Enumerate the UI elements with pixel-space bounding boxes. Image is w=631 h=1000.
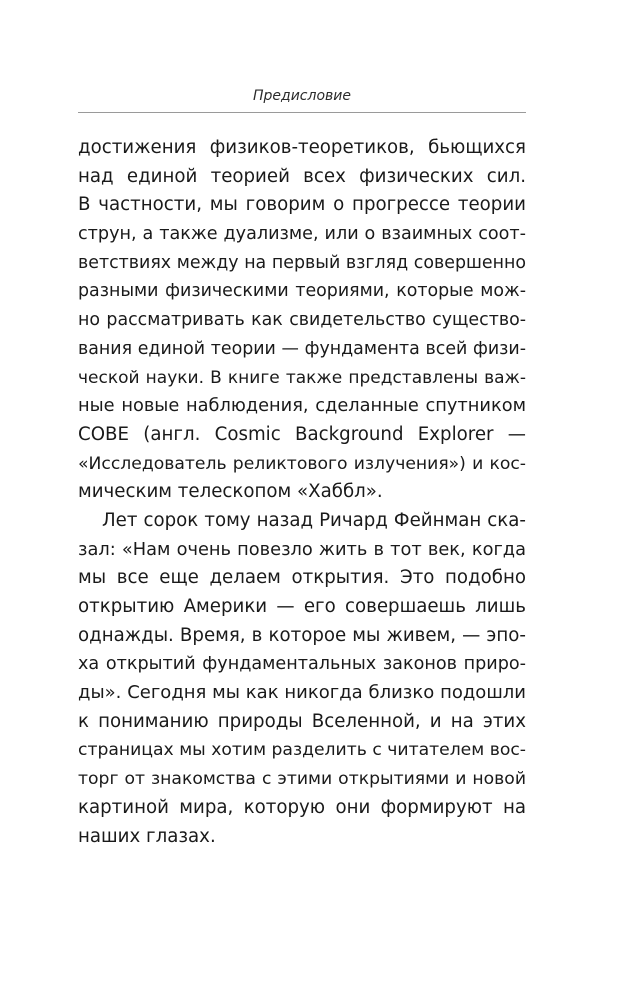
text-line: над единой теорией всех физических сил. xyxy=(78,165,526,187)
running-head-title: Предисловие xyxy=(253,88,351,104)
text-line: страницах мы хотим разделить с читателем вос- xyxy=(78,740,526,761)
text-line: картиной мира, которую они формируют на xyxy=(78,796,526,818)
text-line: «Исследователь реликтового излучения») и кос- xyxy=(78,453,526,474)
text-line: мы все еще делаем открытия. Это подобно xyxy=(78,567,526,589)
paragraph-1 xyxy=(78,134,526,507)
text-line: COBE (англ. Cosmic Background Explorer — xyxy=(78,423,526,445)
text-line: ческой науки. В книге также представлены важ- xyxy=(78,367,526,388)
text-line: к пониманию природы Вселенной, и на этих xyxy=(78,710,526,732)
header-divider xyxy=(78,112,526,113)
text-line: открытию Америки — его совершаешь лишь xyxy=(78,596,526,617)
body-text xyxy=(78,134,526,851)
paragraph-2 xyxy=(78,507,526,851)
text-line: Лет сорок тому назад Ричард Фейнман ска- xyxy=(102,509,526,531)
text-line: мическим телескопом «Хаббл». xyxy=(78,481,383,503)
text-line: ды». Сегодня мы как никогда близко подошли xyxy=(78,682,526,704)
text-line: разными физическими теориями, которые мож- xyxy=(78,281,526,302)
text-line: достижения физиков-теоретиков, бьющихся xyxy=(78,137,526,158)
text-line: но рассматривать как свидетельство существо- xyxy=(78,310,526,331)
text-line: ха открытий фундаментальных законов приро- xyxy=(78,654,526,675)
text-line: В частности, мы говорим о прогрессе теории xyxy=(78,194,526,216)
text-line: зал: «Нам очень повезло жить в тот век, когда xyxy=(78,538,526,560)
text-line: однажды. Время, в которое мы живем, — эпо- xyxy=(78,624,526,646)
text-line: наших глазах. xyxy=(78,825,216,847)
text-line: струн, а также дуализме, или о взаимных соот- xyxy=(78,224,526,245)
text-line: ветствиях между на первый взгляд совершенно xyxy=(78,252,526,273)
text-line: торг от знакомства с этими открытиями и новой xyxy=(78,769,526,790)
text-line: ные новые наблюдения, сделанные спутником xyxy=(78,395,526,417)
text-line: вания единой теории — фундамента всей физи- xyxy=(78,338,526,359)
